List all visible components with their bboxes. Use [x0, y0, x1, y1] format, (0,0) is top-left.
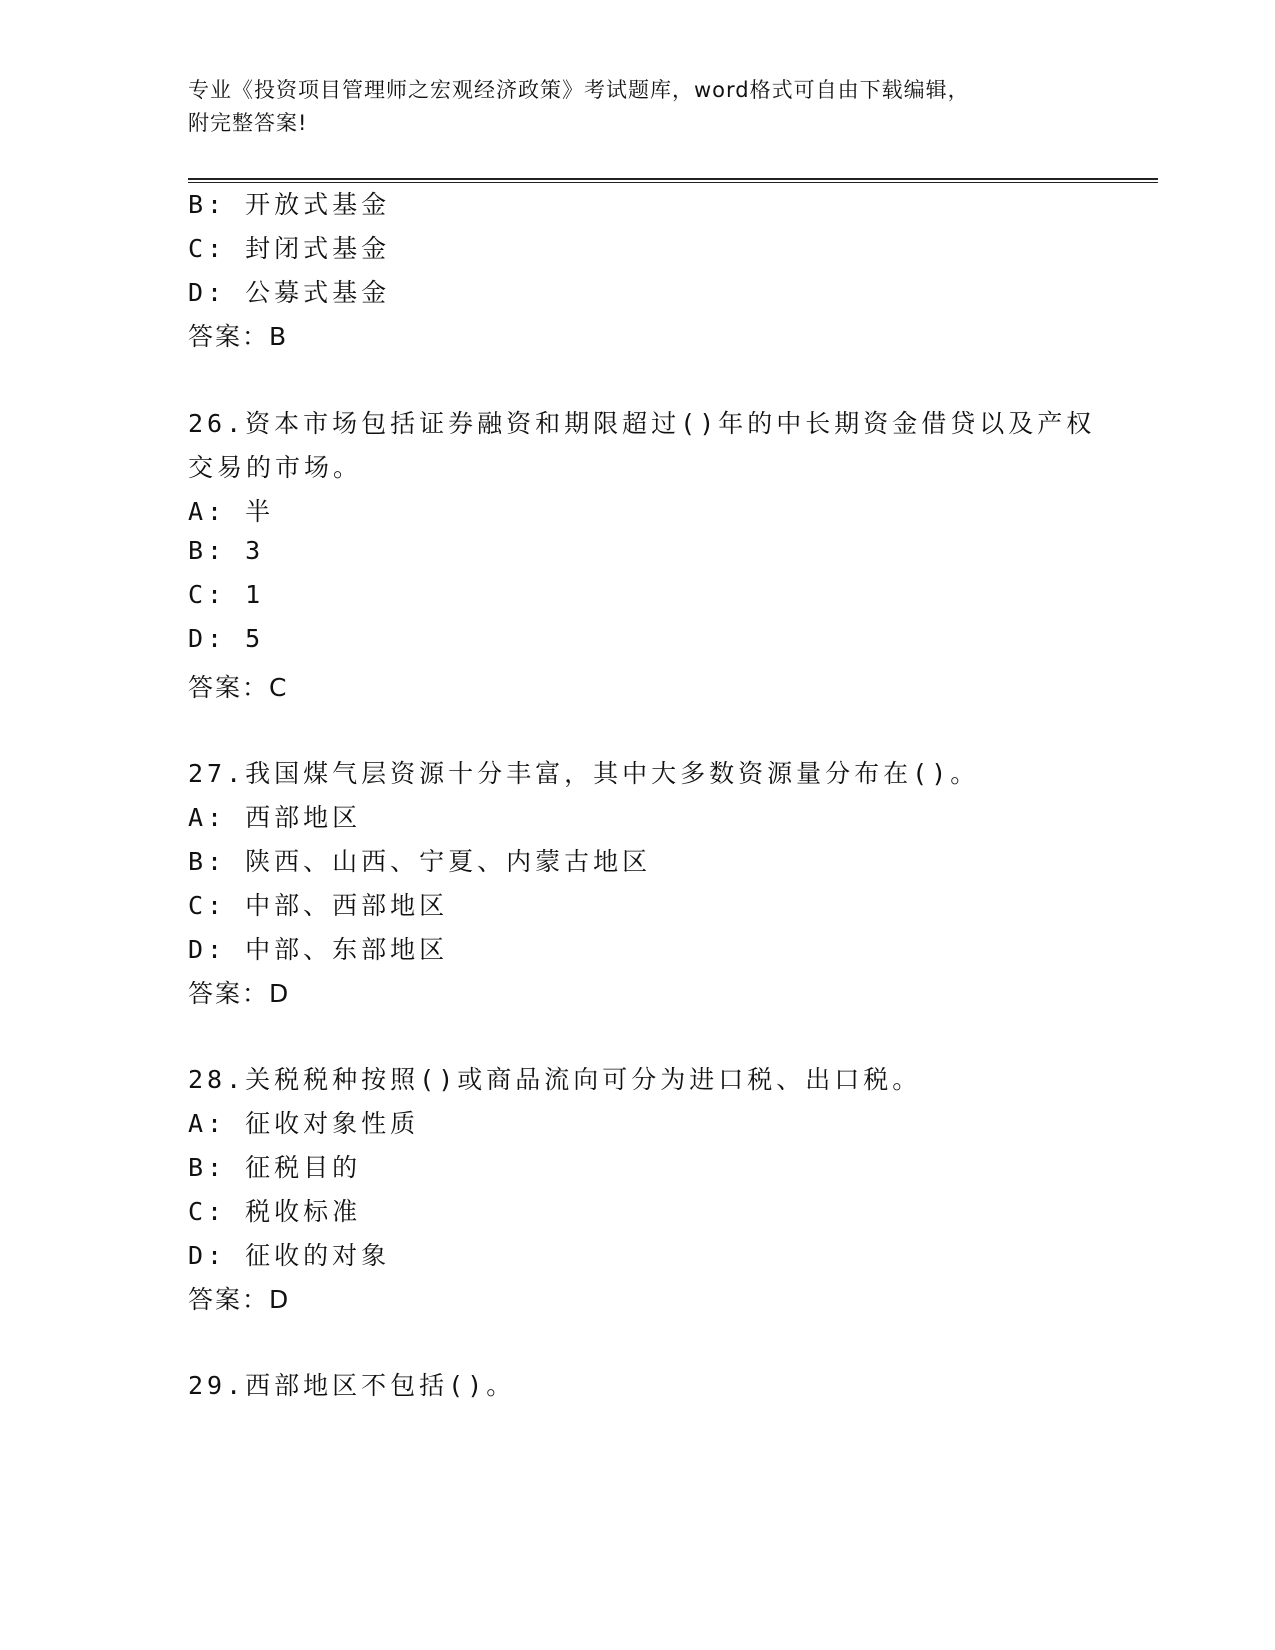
q26-option-b: B: 3 — [188, 536, 265, 565]
q25-option-b: B: 开放式基金 — [188, 190, 391, 219]
q26-stem-line-2: 交易的市场。 — [188, 453, 363, 482]
q26-option-d: D: 5 — [188, 624, 265, 653]
q29-stem-line-1: 29.西部地区不包括()。 — [188, 1371, 516, 1400]
q28-option-a: A: 征收对象性质 — [188, 1109, 420, 1138]
q26-option-c: C: 1 — [188, 580, 265, 609]
q28-option-b: B: 征税目的 — [188, 1153, 362, 1182]
q27-option-a: A: 西部地区 — [188, 803, 362, 832]
q25-answer: 答案：B — [188, 322, 289, 351]
header-line-1: 专业《投资项目管理师之宏观经济政策》考试题库，word格式可自由下载编辑， — [188, 78, 970, 102]
q25-option-c: C: 封闭式基金 — [188, 234, 391, 263]
q26-stem-line-1: 26.资本市场包括证券融资和期限超过()年的中长期资金借贷以及产权 — [188, 409, 1096, 438]
q27-answer: 答案：D — [188, 979, 291, 1008]
q28-stem-line-1: 28.关税税种按照()或商品流向可分为进口税、出口税。 — [188, 1065, 922, 1094]
q28-answer: 答案：D — [188, 1285, 291, 1314]
q27-option-d: D: 中部、东部地区 — [188, 935, 449, 964]
q26-answer: 答案：C — [188, 673, 289, 702]
header-divider — [188, 178, 1158, 183]
q26-option-a: A: 半 — [188, 497, 275, 526]
q25-option-d: D: 公募式基金 — [188, 278, 391, 307]
q28-option-d: D: 征收的对象 — [188, 1241, 391, 1270]
document-header — [188, 74, 1088, 140]
header-line-2: 附完整答案! — [188, 111, 308, 135]
q27-stem-line-1: 27.我国煤气层资源十分丰富，其中大多数资源量分布在()。 — [188, 759, 980, 788]
q27-option-c: C: 中部、西部地区 — [188, 891, 449, 920]
q27-option-b: B: 陕西、山西、宁夏、内蒙古地区 — [188, 847, 652, 876]
q28-option-c: C: 税收标准 — [188, 1197, 362, 1226]
